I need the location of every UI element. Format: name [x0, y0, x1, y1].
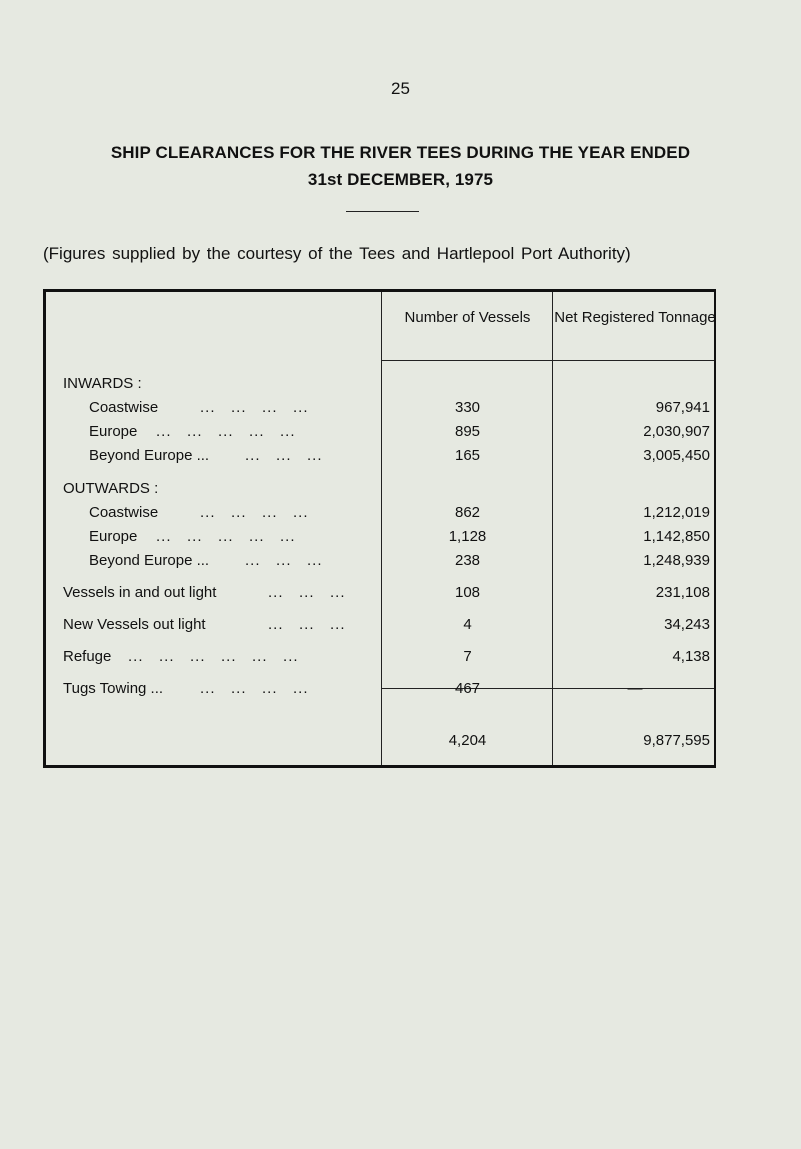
leader-dots: ... ... ... ... ...	[156, 423, 296, 440]
total-row	[46, 732, 719, 754]
vessels-value: 7	[463, 648, 472, 665]
tonnage-value: 3,005,450	[643, 447, 710, 464]
table-row	[46, 504, 719, 526]
row-label: Europe	[89, 423, 138, 440]
vessels-value: 4	[463, 616, 472, 633]
row-label: Europe	[89, 528, 138, 545]
tonnage-value: 1,248,939	[643, 552, 710, 569]
header-vessels: Number of Vessels	[404, 309, 531, 326]
clearances-table	[43, 289, 716, 768]
tonnage-value: 2,030,907	[643, 423, 710, 440]
row-label: Beyond Europe ...	[89, 552, 210, 569]
leader-dots: ... ... ... ... ... ...	[128, 648, 299, 665]
leader-dots: ... ... ...	[268, 616, 346, 633]
header-tonnage: Net Registered Tonnage	[554, 309, 716, 326]
vessels-value: 862	[454, 504, 481, 521]
courtesy-note: (Figures supplied by the courtesy of the Tees and Hartlepool Port Authority)	[43, 244, 631, 263]
table-row	[46, 447, 719, 469]
row-label: New Vessels out light	[63, 616, 206, 633]
row-label: Vessels in and out light	[63, 584, 217, 601]
leader-dots: ... ... ...	[268, 584, 346, 601]
section-inwards-label: INWARDS :	[63, 375, 142, 392]
header-rule	[381, 360, 714, 361]
page-subtitle: 31st DECEMBER, 1975	[307, 170, 494, 189]
page-number: 25	[391, 79, 410, 98]
tonnage-value: 4,138	[672, 648, 710, 665]
tonnage-value: 1,212,019	[643, 504, 710, 521]
table-row	[46, 616, 719, 638]
title-rule	[346, 211, 419, 212]
leader-dots: ... ... ...	[245, 552, 323, 569]
tonnage-value: 1,142,850	[643, 528, 710, 545]
tonnage-value: 34,243	[664, 616, 710, 633]
vessels-value: 895	[454, 423, 481, 440]
vessels-value: 165	[454, 447, 481, 464]
leader-dots: ... ... ...	[245, 447, 323, 464]
section-outwards-label: OUTWARDS :	[63, 480, 159, 497]
section-heading-row	[46, 480, 719, 502]
table-row	[46, 423, 719, 445]
vessels-value: 238	[454, 552, 481, 569]
leader-dots: ... ... ... ...	[200, 680, 309, 697]
row-label: Refuge	[63, 648, 112, 665]
leader-dots: ... ... ... ...	[200, 399, 309, 416]
total-vessels: 4,204	[448, 732, 487, 749]
vessels-value: 467	[454, 680, 481, 697]
page-title: SHIP CLEARANCES FOR THE RIVER TEES DURING THE YEAR ENDED	[110, 143, 691, 162]
tonnage-value: 231,108	[655, 584, 710, 601]
table-row	[46, 680, 719, 702]
row-label: Tugs Towing ...	[63, 680, 164, 697]
table-row	[46, 584, 719, 606]
leader-dots: ... ... ... ... ...	[156, 528, 296, 545]
vessels-value: 108	[454, 584, 481, 601]
row-label: Coastwise	[89, 399, 159, 416]
table-row	[46, 528, 719, 550]
row-label: Coastwise	[89, 504, 159, 521]
tonnage-value: 967,941	[655, 399, 710, 416]
table-row	[46, 552, 719, 574]
leader-dots: ... ... ... ...	[200, 504, 309, 521]
table-row	[46, 648, 719, 670]
row-label: Beyond Europe ...	[89, 447, 210, 464]
vessels-value: 330	[454, 399, 481, 416]
total-tonnage: 9,877,595	[643, 732, 710, 749]
section-heading-row	[46, 375, 719, 397]
vessels-value: 1,128	[448, 528, 487, 545]
tonnage-value: —	[627, 680, 643, 697]
table-row	[46, 399, 719, 421]
